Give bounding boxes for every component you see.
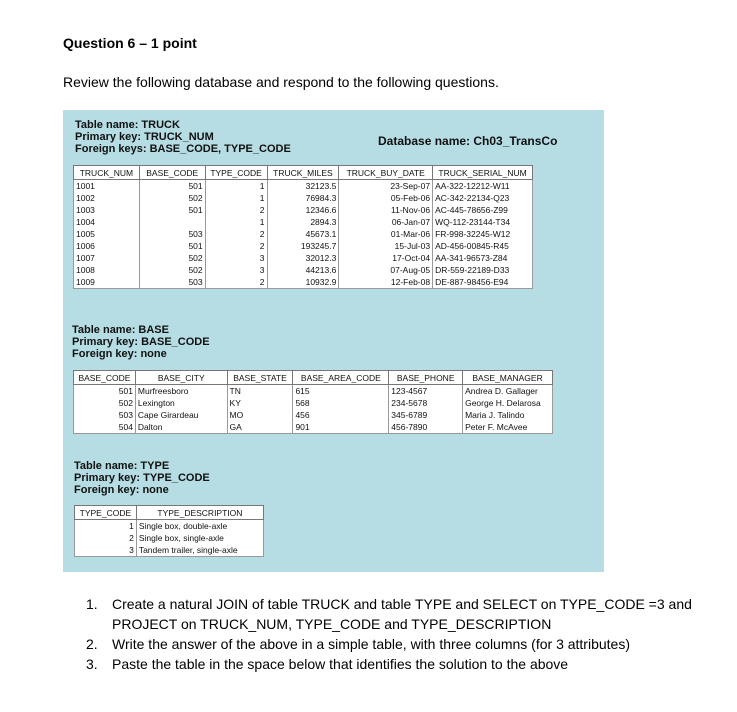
table-cell: Single box, double-axle	[136, 520, 263, 533]
question-item	[86, 634, 737, 654]
table-cell	[139, 216, 205, 228]
table-cell: 1008	[74, 264, 140, 276]
table-cell: 23-Sep-07	[339, 180, 433, 193]
table-cell: 1	[205, 192, 267, 204]
table-cell: 123-4567	[389, 385, 463, 398]
table-cell: 504	[74, 421, 136, 434]
table-cell: 503	[139, 276, 205, 289]
table-cell: 1003	[74, 204, 140, 216]
table-cell: DR-559-22189-D33	[433, 264, 533, 276]
column-header: TYPE_DESCRIPTION	[136, 506, 263, 520]
table-row	[74, 397, 553, 409]
table-row	[74, 252, 533, 264]
table-cell: 1	[75, 520, 137, 533]
table-row	[74, 264, 533, 276]
column-header: BASE_MANAGER	[463, 371, 553, 385]
question-intro: Review the following database and respond to the following questions.	[63, 74, 499, 90]
table-cell: 1007	[74, 252, 140, 264]
table-cell: WQ-112-23144-T34	[433, 216, 533, 228]
table-cell: 07-Aug-05	[339, 264, 433, 276]
table-cell: MO	[227, 409, 293, 421]
column-header: TYPE_CODE	[205, 166, 267, 180]
type-table-name: Table name: TYPE	[74, 460, 170, 472]
table-cell: 503	[139, 228, 205, 240]
column-header: BASE_CITY	[135, 371, 227, 385]
truck-table	[73, 165, 533, 289]
table-cell: 2	[75, 532, 137, 544]
table-row	[75, 520, 264, 533]
table-cell: 503	[74, 409, 136, 421]
truck-primary-key: Primary key: TRUCK_NUM	[75, 131, 214, 143]
base-table-name: Table name: BASE	[72, 324, 169, 336]
table-cell: 615	[293, 385, 389, 398]
table-cell: 502	[74, 397, 136, 409]
table-cell: 3	[205, 264, 267, 276]
table-row	[74, 192, 533, 204]
table-cell: 15-Jul-03	[339, 240, 433, 252]
table-cell: FR-998-32245-W12	[433, 228, 533, 240]
table-cell: DE-887-98456-E94	[433, 276, 533, 289]
column-header: BASE_CODE	[139, 166, 205, 180]
table-cell: Peter F. McAvee	[463, 421, 553, 434]
type-table	[74, 505, 264, 557]
table-cell: Maria J. Talindo	[463, 409, 553, 421]
table-cell: 2	[205, 240, 267, 252]
table-row	[75, 532, 264, 544]
table-cell: 3	[75, 544, 137, 557]
column-header: BASE_CODE	[74, 371, 136, 385]
table-cell: 502	[139, 264, 205, 276]
table-row	[74, 216, 533, 228]
table-row	[74, 180, 533, 193]
type-primary-key: Primary key: TYPE_CODE	[74, 472, 210, 484]
table-row	[75, 544, 264, 557]
table-row	[74, 276, 533, 289]
type-foreign-key: Foreign key: none	[74, 484, 169, 496]
table-cell: Single box, single-axle	[136, 532, 263, 544]
table-cell: 12346.6	[267, 204, 339, 216]
question-number: 1.	[86, 596, 98, 612]
table-cell: 501	[139, 180, 205, 193]
table-cell: 193245.7	[267, 240, 339, 252]
table-cell: AA-341-96573-Z84	[433, 252, 533, 264]
question-item	[86, 654, 737, 674]
base-primary-key: Primary key: BASE_CODE	[72, 336, 210, 348]
table-row	[74, 409, 553, 421]
table-cell: AD-456-00845-R45	[433, 240, 533, 252]
table-cell: 502	[139, 192, 205, 204]
table-cell: Cape Girardeau	[135, 409, 227, 421]
table-cell: 234-5678	[389, 397, 463, 409]
table-cell: 501	[139, 240, 205, 252]
table-cell: 568	[293, 397, 389, 409]
table-cell: GA	[227, 421, 293, 434]
table-cell: 12-Feb-08	[339, 276, 433, 289]
table-cell: 501	[74, 385, 136, 398]
table-cell: AA-322-12212-W11	[433, 180, 533, 193]
table-cell: 2	[205, 276, 267, 289]
database-name: Database name: Ch03_TransCo	[378, 134, 558, 148]
table-cell: 2894.3	[267, 216, 339, 228]
table-cell: George H. Delarosa	[463, 397, 553, 409]
table-cell: AC-445-78656-Z99	[433, 204, 533, 216]
table-cell: 901	[293, 421, 389, 434]
table-cell: 1006	[74, 240, 140, 252]
table-cell: 44213.6	[267, 264, 339, 276]
database-figure	[63, 110, 604, 572]
table-cell: 501	[139, 204, 205, 216]
table-cell: Andrea D. Gallager	[463, 385, 553, 398]
question-item	[86, 594, 737, 634]
table-cell: 11-Nov-06	[339, 204, 433, 216]
type-table-meta	[74, 460, 210, 496]
table-cell: Murfreesboro	[135, 385, 227, 398]
base-table-meta	[72, 324, 210, 360]
table-cell: KY	[227, 397, 293, 409]
table-cell: 10932.9	[267, 276, 339, 289]
table-cell: TN	[227, 385, 293, 398]
table-cell: 32012.3	[267, 252, 339, 264]
table-cell: Dalton	[135, 421, 227, 434]
table-cell: 01-Mar-06	[339, 228, 433, 240]
column-header: BASE_PHONE	[389, 371, 463, 385]
table-cell: 1	[205, 216, 267, 228]
table-cell: 45673.1	[267, 228, 339, 240]
truck-table-name: Table name: TRUCK	[75, 119, 180, 131]
table-row	[74, 228, 533, 240]
base-foreign-key: Foreign key: none	[72, 348, 167, 360]
table-cell: 76984.3	[267, 192, 339, 204]
truck-table-meta	[75, 119, 291, 155]
column-header: BASE_STATE	[227, 371, 293, 385]
question-number: 3.	[86, 656, 98, 672]
column-header: TRUCK_MILES	[267, 166, 339, 180]
table-cell: 2	[205, 204, 267, 216]
question-title: Question 6 – 1 point	[63, 35, 197, 51]
question-text: Paste the table in the space below that identifies the solution to the above	[112, 656, 569, 672]
column-header: TRUCK_SERIAL_NUM	[433, 166, 533, 180]
table-cell: 1001	[74, 180, 140, 193]
table-cell: 06-Jan-07	[339, 216, 433, 228]
table-cell: 1	[205, 180, 267, 193]
column-header: TYPE_CODE	[75, 506, 137, 520]
table-cell: 32123.5	[267, 180, 339, 193]
table-cell: 1002	[74, 192, 140, 204]
table-cell: 1004	[74, 216, 140, 228]
column-header: TRUCK_NUM	[74, 166, 140, 180]
base-table	[73, 370, 553, 434]
table-cell: AC-342-22134-Q23	[433, 192, 533, 204]
table-cell: 456	[293, 409, 389, 421]
question-text: Create a natural JOIN of table TRUCK and table TYPE and SELECT on TYPE_CODE =3 and PROJECT on TRUCK_NUM, TYPE_CODE and TYPE_DESCRIPTION	[112, 596, 692, 632]
column-header: BASE_AREA_CODE	[293, 371, 389, 385]
table-cell: 17-Oct-04	[339, 252, 433, 264]
table-cell: 2	[205, 228, 267, 240]
table-cell: 345-6789	[389, 409, 463, 421]
table-cell: Lexington	[135, 397, 227, 409]
question-list	[86, 594, 737, 674]
table-row	[74, 204, 533, 216]
table-row	[74, 421, 553, 434]
column-header: TRUCK_BUY_DATE	[339, 166, 433, 180]
table-cell: 456-7890	[389, 421, 463, 434]
truck-foreign-keys: Foreign keys: BASE_CODE, TYPE_CODE	[75, 143, 291, 155]
table-cell: 3	[205, 252, 267, 264]
table-cell: 502	[139, 252, 205, 264]
table-row	[74, 385, 553, 398]
table-cell: 05-Feb-06	[339, 192, 433, 204]
question-text: Write the answer of the above in a simple table, with three columns (for 3 attributes)	[112, 636, 630, 652]
question-number: 2.	[86, 636, 98, 652]
table-cell: Tandem trailer, single-axle	[136, 544, 263, 557]
table-cell: 1009	[74, 276, 140, 289]
table-row	[74, 240, 533, 252]
table-cell: 1005	[74, 228, 140, 240]
